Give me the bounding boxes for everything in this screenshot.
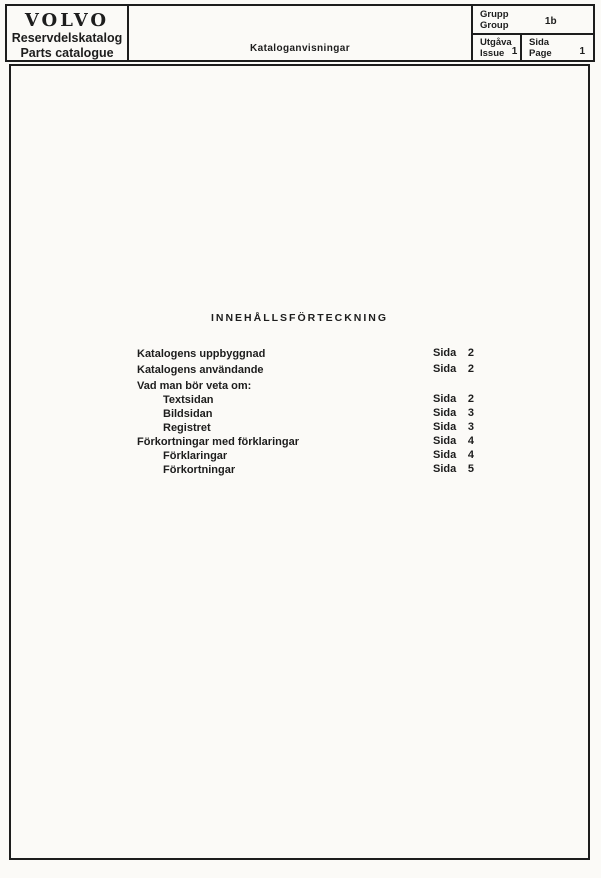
toc-page-number: 5	[467, 463, 474, 475]
group-label-en: Group	[480, 19, 509, 31]
issue-page-row	[473, 35, 593, 60]
page-label-sv: Sida	[529, 36, 550, 48]
issue-label-sv: Utgåva	[480, 36, 512, 48]
toc-page-word: Sida	[433, 435, 457, 447]
catalog-title-sv: Reservdelskatalog	[11, 31, 123, 45]
toc-page-ref	[433, 463, 474, 475]
toc-item-label: Textsidan	[163, 394, 214, 406]
toc-page-word: Sida	[433, 363, 457, 375]
toc-row	[137, 364, 474, 378]
issue-cell	[473, 35, 522, 60]
toc-page-word: Sida	[433, 393, 457, 405]
toc-item-label: Katalogens uppbyggnad	[137, 348, 266, 360]
toc-page-word: Sida	[433, 449, 457, 461]
toc-page-number: 3	[467, 407, 474, 419]
issue-value: 1	[511, 46, 518, 57]
toc-page-number: 4	[467, 435, 474, 447]
reference-cell	[471, 6, 593, 60]
toc-page-number: 2	[467, 393, 474, 405]
toc-item-label: Bildsidan	[163, 408, 213, 420]
toc-item-label: Förklaringar	[163, 450, 228, 462]
toc-item-label: Vad man bör veta om:	[137, 380, 252, 392]
toc-page-ref	[433, 393, 474, 405]
toc-page-word: Sida	[433, 407, 457, 419]
toc-page-word: Sida	[433, 347, 457, 359]
toc-row	[137, 450, 474, 464]
section-title: Kataloganvisningar	[250, 43, 350, 54]
toc-item-label: Registret	[163, 422, 211, 434]
toc-row	[137, 394, 474, 408]
toc-page-number: 2	[467, 347, 474, 359]
toc-page-ref	[433, 435, 474, 447]
group-value: 1b	[544, 15, 557, 27]
toc-item-label: Förkortningar	[163, 464, 236, 476]
page-label	[522, 37, 552, 59]
toc-page-number: 4	[467, 449, 474, 461]
toc-page-word: Sida	[433, 421, 457, 433]
page-cell	[522, 35, 593, 60]
toc-page-ref	[433, 421, 474, 433]
toc-row	[137, 380, 474, 394]
toc-page-ref	[433, 449, 474, 461]
toc-page-number: 2	[467, 363, 474, 375]
toc-row	[137, 422, 474, 436]
toc-page-ref	[433, 407, 474, 419]
toc-row	[137, 408, 474, 422]
group-label	[473, 9, 509, 31]
issue-label	[473, 37, 512, 59]
group-row	[473, 6, 593, 35]
page-header	[5, 4, 595, 62]
volvo-logo: VOLVO	[24, 10, 110, 31]
toc-row	[137, 464, 474, 478]
group-label-sv: Grupp	[480, 8, 509, 20]
toc-page-ref	[433, 363, 474, 375]
page-label-en: Page	[529, 47, 552, 59]
toc-page-ref	[433, 347, 474, 359]
toc-page-number: 3	[467, 421, 474, 433]
issue-label-en: Issue	[480, 47, 505, 59]
toc-item-label: Katalogens användande	[137, 364, 264, 376]
section-title-cell	[129, 6, 471, 60]
publisher-cell	[7, 6, 129, 60]
catalog-title-en: Parts catalogue	[20, 46, 114, 60]
toc-item-label: Förkortningar med förklaringar	[137, 436, 299, 448]
toc-title: INNEHÅLLSFÖRTECKNING	[210, 312, 389, 324]
toc-row	[137, 436, 474, 450]
toc-row	[137, 348, 474, 362]
toc-page-word: Sida	[433, 463, 457, 475]
page-value: 1	[579, 46, 585, 57]
